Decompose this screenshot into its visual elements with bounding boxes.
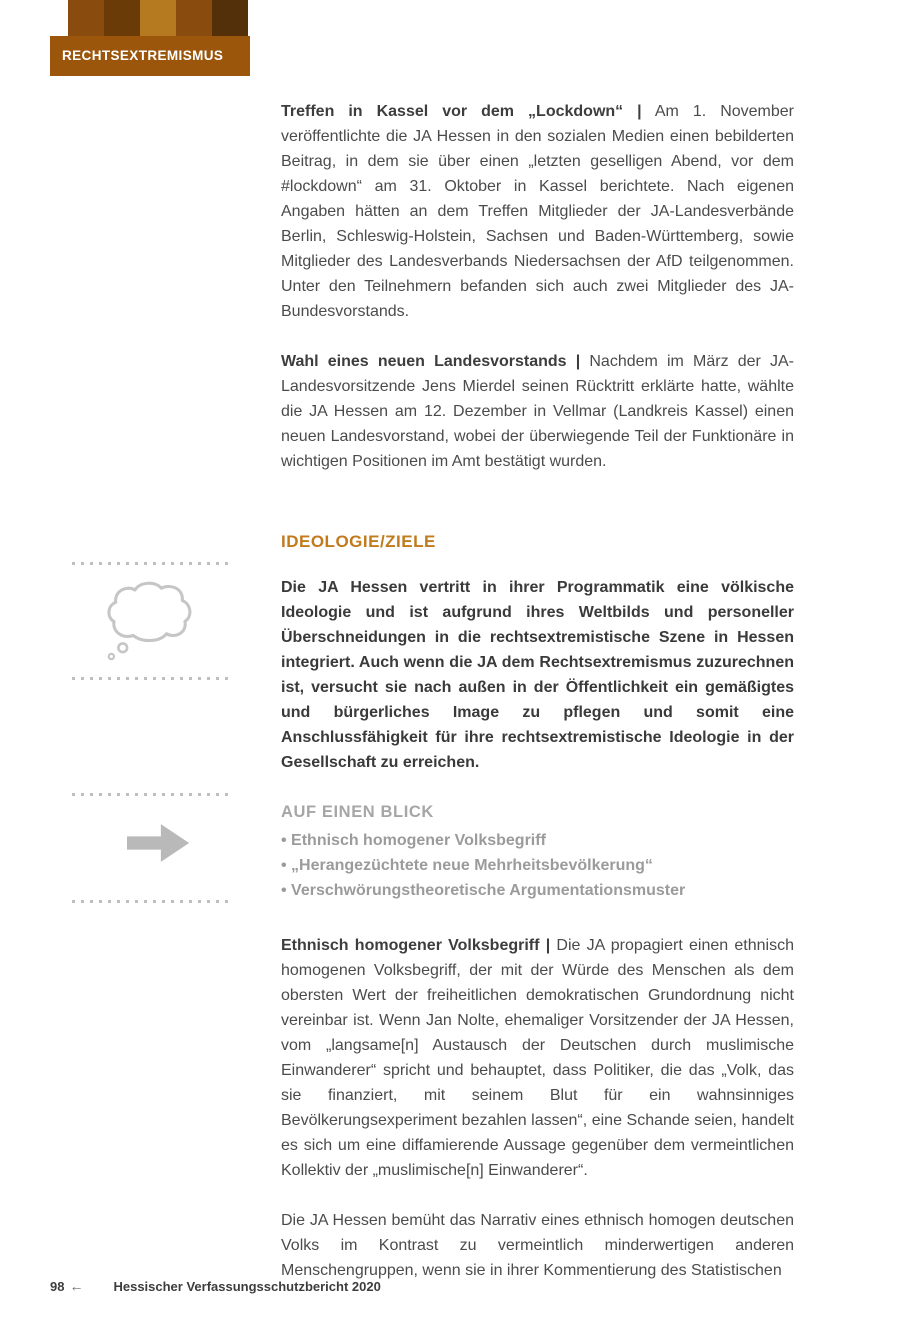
mosaic-square [104, 0, 140, 36]
paragraph-lead: Ethnisch homogener Volksbegriff | [281, 937, 551, 954]
margin-decoration-ideology [72, 562, 234, 680]
paragraph-text: Am 1. November veröffentlichte die JA Hessen in den sozialen Medien einen bebilderten Beitrag, in dem sie über einen „letzten geselligen Abend, vor dem #lockdown“ am 31. Oktober in Kassel berichtete. Nach eigenen Angaben hätten an dem Treffen Mitglieder der JA-Landesverbände Berlin, Schleswig-Holstein, Sachsen und Baden-Württemberg, sowie Mitglieder des Landesverbands Niedersachsen der AfD teilgenommen. Unter den Teilnehmern befanden sich auch zwei Mitglieder des JA-Bundesvorstands. [281, 103, 795, 320]
dotted-divider [72, 793, 234, 796]
margin-decoration-glance [72, 793, 234, 903]
paragraph-lead: Treffen in Kassel vor dem „Lockdown“ | [281, 103, 642, 120]
dotted-divider [72, 900, 234, 903]
mosaic-square [68, 0, 104, 36]
page-number: 98 [50, 1279, 65, 1294]
mosaic-square [212, 0, 248, 36]
page-footer [50, 1278, 850, 1294]
glance-list [281, 828, 794, 903]
dotted-divider [72, 562, 234, 565]
paragraph-volksbegriff [281, 933, 794, 1183]
glance-item: • Ethnisch homogener Volksbegriff [281, 828, 794, 853]
thought-bubble-icon [100, 574, 205, 662]
back-arrow-icon: ← [69, 1278, 84, 1294]
paragraph-narrativ: Die JA Hessen bemüht das Narrativ eines ethnisch homogen deutschen Volks im Kontrast zu vermeintlich minderwertigen anderen Menschengruppen, wenn sie in ihrer Kommentierung des Statistischen [281, 1212, 794, 1279]
main-text-column [281, 99, 794, 1308]
paragraph-text: Die JA propagiert einen ethnisch homogenen Volksbegriff, der mit der Würde des Menschen als dem obersten Wert der freiheitlichen demokratischen Grundordnung nicht vereinbar ist. Wenn Jan Nolte, ehemaliger Vorsitzender der JA Hessen, vom „langsame[n] Austausch der Deutschen durch muslimische Einwanderer“ spricht und behauptet, dass Politiker, die das „Volk, das sie finanziert, mit seinem Blut für ein wahnsinniges Bevölkerungsexperiment bezahlen lassen“, eine Schande seien, handelt es sich um eine diffamierende Aussage gegenüber dem vermeintlichen Kollektiv der „muslimische[n] Einwanderer“. [281, 937, 794, 1179]
paragraph-wahl-landesvorstand [281, 349, 794, 474]
section-heading-ideologie: IDEOLOGIE/ZIELE [281, 532, 436, 551]
glance-heading: AUF EINEN BLICK [281, 803, 434, 821]
report-title: Hessischer Verfassungsschutzbericht 2020 [113, 1279, 381, 1294]
dotted-divider [72, 677, 234, 680]
paragraph-treffen-kassel [281, 99, 794, 324]
glance-item: • Verschwörungstheoretische Argumentationsmuster [281, 878, 794, 903]
paragraph-text: Nachdem im März der JA-Landesvorsitzende Jens Mierdel seinen Rücktritt erklärte hatte, wählte die JA Hessen am 12. Dezember in Vellmar (Landkreis Kassel) einen neuen Landesvorstand, wobei der überwiegende Teil der Funktionäre in wichtigen Positionen im Amt bestätigt wurden. [281, 353, 795, 470]
arrow-right-icon [127, 820, 191, 866]
mosaic-square [176, 0, 212, 36]
section-label: RECHTSEXTREMISMUS [50, 36, 250, 76]
mosaic-decoration [68, 0, 248, 36]
paragraph-lead: Wahl eines neuen Landesvorstands | [281, 353, 581, 370]
glance-item: • „Herangezüchtete neue Mehrheitsbevölkerung“ [281, 853, 794, 878]
paragraph-ideologie-intro: Die JA Hessen vertritt in ihrer Programmatik eine völkische Ideologie und ist aufgrund ihres Weltbilds und personeller Überschneidungen in die rechtsextremistische Szene in Hessen integriert. Auch wenn die JA dem Rechtsextremismus zuzurechnen ist, versucht sie nach außen in der Öffentlichkeit ein gemäßigtes und bürgerliches Image zu pflegen und somit eine Anschlussfähigkeit für ihre rechtsextremistische Ideologie in der Gesellschaft zu erreichen. [281, 579, 794, 771]
mosaic-square [140, 0, 176, 36]
